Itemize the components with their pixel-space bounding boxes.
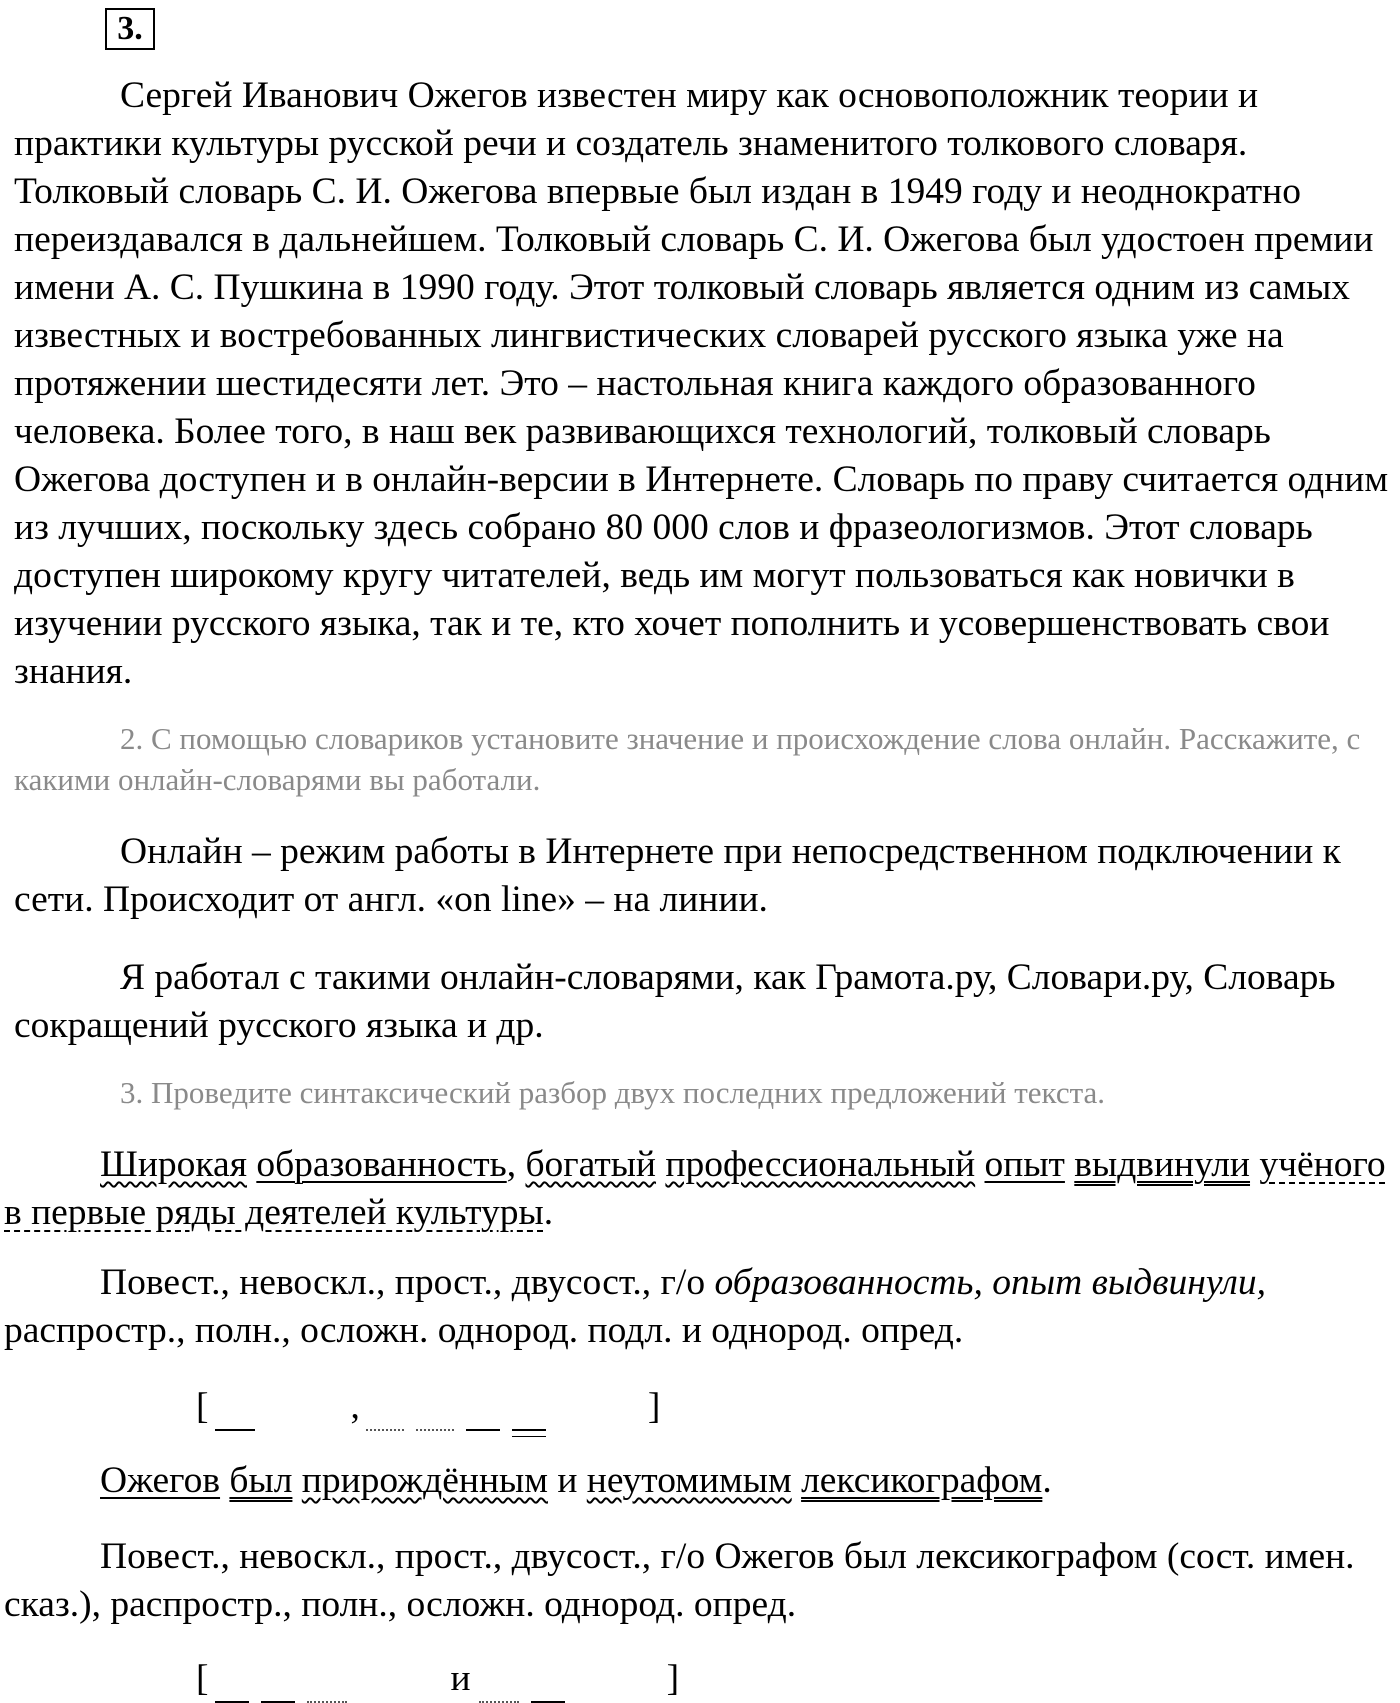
scheme-2 (4, 1655, 1394, 1703)
word-byl: был (229, 1460, 293, 1501)
scheme-2-and: и (450, 1658, 471, 1699)
scheme-2-subject-mark (215, 1695, 249, 1703)
scheme-1-attr-mark-2 (416, 1423, 454, 1431)
answer-2-dictionaries: Я работал с такими онлайн-словарями, как Грамота.ру, Словари.ру, Словарь сокращений русского языка и др. (14, 957, 1336, 1046)
period: . (543, 1192, 554, 1233)
word-ozhegov: Ожегов (100, 1460, 221, 1501)
word-obrazovannost: образованность (256, 1144, 507, 1185)
scheme-1-subject-mark-2 (466, 1423, 500, 1431)
analysis-1-grammar-basis: образованность, опыт выдвинули, (714, 1262, 1266, 1303)
word-i: и (557, 1460, 578, 1501)
analysis-1-a: Повест., невоскл., прост., двусост., г/о (100, 1262, 715, 1303)
analysis-1-c: распростр., полн., осложн. однород. подл. и однород. опред. (4, 1310, 964, 1351)
scheme-2-predicate-mark-2 (531, 1693, 565, 1703)
word-leksikografom: лексикографом (801, 1460, 1043, 1501)
word-shirokaya: Широкая (100, 1144, 247, 1185)
word-neutomimym: неутомимым (586, 1460, 792, 1501)
scheme-2-attr-mark-2 (479, 1695, 519, 1703)
period-2: . (1042, 1460, 1052, 1501)
sentence-2 (4, 1457, 1394, 1505)
sentence-1 (4, 1141, 1394, 1237)
comma: , (506, 1144, 517, 1185)
scheme-2-close: ] (666, 1658, 680, 1699)
task-3: 3. Проведите синтаксический разбор двух последних предложений текста. (120, 1075, 1106, 1110)
word-opyt: опыт (984, 1144, 1065, 1185)
scheme-1-comma: , (350, 1386, 360, 1427)
scheme-1-subject-mark (215, 1423, 255, 1431)
scheme-1 (4, 1383, 1394, 1431)
scheme-1-predicate-mark (512, 1421, 546, 1431)
word-bogatyi: богатый (525, 1144, 657, 1185)
exercise-number: 3. (105, 8, 155, 50)
word-prirozhdennym: прирождённым (301, 1460, 548, 1501)
scheme-2-predicate-mark (261, 1693, 295, 1703)
scheme-1-attr-mark (366, 1423, 404, 1431)
word-professionalnyi: профессиональный (665, 1144, 976, 1185)
main-text: Сергей Иванович Ожегов известен миру как основоположник теории и практики культуры русской речи и создатель знаменитого толкового словаря. Толковый словарь С. И. Ожегова впервые был издан в 1949 году и неоднократно переиздавался в дальнейшем. Толковый словарь С. И. Ожегова был удостоен премии имени А. С. Пушкина в 1990 году. Этот толковый словарь является одним из самых известных и востребованных лингвистических словарей русского языка уже на протяжении шестидесяти лет. Это – настольная книга каждого образованного человека. Более того, в наш век развивающихся технологий, толковый словарь Ожегова доступен и в онлайн-версии в Интернете. Словарь по праву считается одним из лучших, поскольку здесь собрано 80 000 слов и фразеологизмов. Этот словарь доступен широкому кругу читателей, ведь им могут пользоваться как новички в изучении русского языка, так и те, кто хочет пополнить и усовершенствовать свои знания. (14, 75, 1389, 692)
analysis-1 (4, 1259, 1394, 1355)
task-2: 2. С помощью словариков установите значение и происхождение слова онлайн. Расскажите, с какими онлайн-словарями вы работали. (14, 721, 1361, 797)
phrase-v-pervye-ryady: в первые ряды деятелей культуры (4, 1192, 544, 1233)
scheme-2-attr-mark (307, 1695, 347, 1703)
document-body (4, 72, 1394, 1703)
scheme-2-open: [ (196, 1658, 209, 1699)
scheme-1-close: ] (647, 1386, 661, 1427)
analysis-2: Повест., невоскл., прост., двусост., г/о Ожегов был лексикографом (сост. имен. сказ.), распростр., полн., осложн. однород. опред. (4, 1536, 1355, 1625)
word-uchenogo: учёного (1259, 1144, 1386, 1185)
scheme-1-open: [ (196, 1386, 209, 1427)
word-vydvinuli: выдвинули (1074, 1144, 1251, 1185)
answer-2-meaning: Онлайн – режим работы в Интернете при непосредственном подключении к сети. Происходит от англ. «on line» – на линии. (14, 831, 1341, 920)
